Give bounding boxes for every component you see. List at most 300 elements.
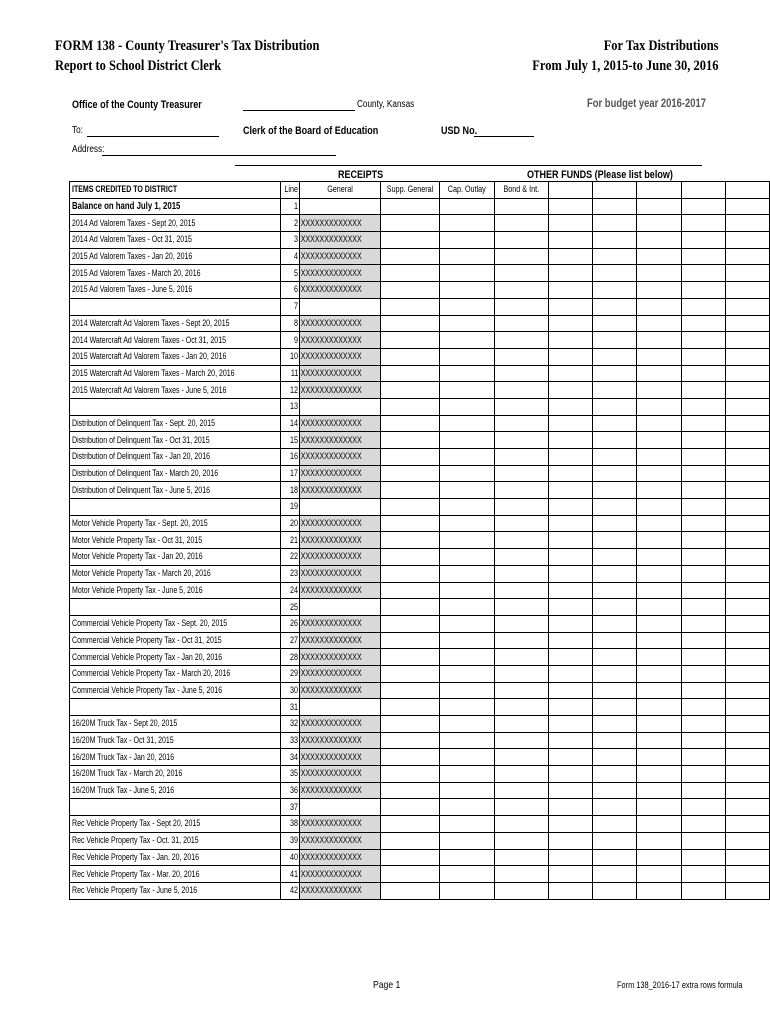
cell-other-fund[interactable] xyxy=(593,782,637,799)
cell-other-fund[interactable] xyxy=(593,582,637,599)
cell-other-fund[interactable] xyxy=(637,232,681,249)
cell-cap-outlay[interactable] xyxy=(439,749,494,766)
cell-bond-int[interactable] xyxy=(494,849,548,866)
cell-other-fund[interactable] xyxy=(637,482,681,499)
cell-other-fund[interactable] xyxy=(548,315,592,332)
cell-other-fund[interactable] xyxy=(637,599,681,616)
cell-other-fund[interactable] xyxy=(725,482,769,499)
cell-other-fund[interactable] xyxy=(637,215,681,232)
cell-supp-general[interactable] xyxy=(380,749,439,766)
cell-other-fund[interactable] xyxy=(593,749,637,766)
cell-other-fund[interactable] xyxy=(681,682,725,699)
cell-other-fund[interactable] xyxy=(681,549,725,566)
cell-other-fund[interactable] xyxy=(681,532,725,549)
cell-other-fund[interactable] xyxy=(681,282,725,299)
cell-other-fund[interactable] xyxy=(681,449,725,466)
cell-cap-outlay[interactable] xyxy=(439,766,494,783)
cell-other-fund[interactable] xyxy=(725,532,769,549)
cell-other-fund[interactable] xyxy=(637,882,681,899)
cell-other-fund[interactable] xyxy=(637,499,681,516)
cell-other-fund[interactable] xyxy=(548,799,592,816)
cell-other-fund[interactable] xyxy=(548,565,592,582)
cell-bond-int[interactable] xyxy=(494,632,548,649)
cell-other-fund[interactable] xyxy=(593,532,637,549)
cell-other-fund[interactable] xyxy=(681,398,725,415)
cell-bond-int[interactable] xyxy=(494,799,548,816)
cell-bond-int[interactable] xyxy=(494,699,548,716)
cell-bond-int[interactable] xyxy=(494,482,548,499)
cell-supp-general[interactable] xyxy=(380,649,439,666)
cell-cap-outlay[interactable] xyxy=(439,849,494,866)
cell-other-fund[interactable] xyxy=(548,849,592,866)
cell-other-fund[interactable] xyxy=(725,732,769,749)
cell-other-fund[interactable] xyxy=(548,699,592,716)
cell-other-fund[interactable] xyxy=(637,749,681,766)
cell-other-fund[interactable] xyxy=(593,599,637,616)
cell-other-fund[interactable] xyxy=(548,499,592,516)
cell-cap-outlay[interactable] xyxy=(439,465,494,482)
cell-other-fund[interactable] xyxy=(548,282,592,299)
cell-other-fund[interactable] xyxy=(637,682,681,699)
cell-supp-general[interactable] xyxy=(380,465,439,482)
cell-other-fund[interactable] xyxy=(725,716,769,733)
cell-other-fund[interactable] xyxy=(681,348,725,365)
cell-other-fund[interactable] xyxy=(725,282,769,299)
cell-cap-outlay[interactable] xyxy=(439,665,494,682)
cell-other-fund[interactable] xyxy=(548,816,592,833)
cell-other-fund[interactable] xyxy=(637,315,681,332)
cell-other-fund[interactable] xyxy=(725,615,769,632)
cell-other-fund[interactable] xyxy=(725,499,769,516)
cell-supp-general[interactable] xyxy=(380,632,439,649)
cell-bond-int[interactable] xyxy=(494,782,548,799)
cell-other-fund[interactable] xyxy=(725,766,769,783)
cell-other-fund[interactable] xyxy=(593,565,637,582)
cell-other-fund[interactable] xyxy=(681,832,725,849)
cell-bond-int[interactable] xyxy=(494,415,548,432)
cell-bond-int[interactable] xyxy=(494,532,548,549)
cell-other-fund[interactable] xyxy=(637,665,681,682)
cell-other-fund[interactable] xyxy=(637,582,681,599)
cell-other-fund[interactable] xyxy=(725,198,769,215)
cell-other-fund[interactable] xyxy=(593,832,637,849)
cell-cap-outlay[interactable] xyxy=(439,716,494,733)
cell-other-fund[interactable] xyxy=(725,332,769,349)
cell-bond-int[interactable] xyxy=(494,732,548,749)
cell-supp-general[interactable] xyxy=(380,348,439,365)
cell-other-fund[interactable] xyxy=(593,248,637,265)
cell-other-fund[interactable] xyxy=(637,615,681,632)
cell-other-fund[interactable] xyxy=(725,799,769,816)
cell-bond-int[interactable] xyxy=(494,432,548,449)
cell-cap-outlay[interactable] xyxy=(439,882,494,899)
cell-supp-general[interactable] xyxy=(380,365,439,382)
cell-other-fund[interactable] xyxy=(548,766,592,783)
cell-other-fund[interactable] xyxy=(725,449,769,466)
cell-cap-outlay[interactable] xyxy=(439,732,494,749)
cell-cap-outlay[interactable] xyxy=(439,482,494,499)
cell-other-fund[interactable] xyxy=(593,699,637,716)
cell-other-fund[interactable] xyxy=(548,482,592,499)
cell-bond-int[interactable] xyxy=(494,665,548,682)
cell-other-fund[interactable] xyxy=(725,882,769,899)
cell-other-fund[interactable] xyxy=(548,582,592,599)
cell-other-fund[interactable] xyxy=(593,415,637,432)
cell-supp-general[interactable] xyxy=(380,265,439,282)
cell-supp-general[interactable] xyxy=(380,882,439,899)
cell-other-fund[interactable] xyxy=(548,732,592,749)
cell-cap-outlay[interactable] xyxy=(439,782,494,799)
cell-bond-int[interactable] xyxy=(494,232,548,249)
cell-other-fund[interactable] xyxy=(725,816,769,833)
cell-other-fund[interactable] xyxy=(637,282,681,299)
cell-other-fund[interactable] xyxy=(593,615,637,632)
cell-cap-outlay[interactable] xyxy=(439,365,494,382)
cell-other-fund[interactable] xyxy=(637,432,681,449)
cell-bond-int[interactable] xyxy=(494,549,548,566)
cell-other-fund[interactable] xyxy=(548,348,592,365)
cell-other-fund[interactable] xyxy=(637,782,681,799)
cell-other-fund[interactable] xyxy=(548,749,592,766)
cell-other-fund[interactable] xyxy=(725,832,769,849)
cell-cap-outlay[interactable] xyxy=(439,615,494,632)
cell-general[interactable] xyxy=(300,799,380,816)
cell-other-fund[interactable] xyxy=(548,465,592,482)
cell-other-fund[interactable] xyxy=(637,382,681,399)
cell-other-fund[interactable] xyxy=(593,732,637,749)
cell-other-fund[interactable] xyxy=(548,515,592,532)
cell-other-fund[interactable] xyxy=(548,415,592,432)
cell-cap-outlay[interactable] xyxy=(439,382,494,399)
cell-other-fund[interactable] xyxy=(548,382,592,399)
cell-other-fund[interactable] xyxy=(681,699,725,716)
cell-other-fund[interactable] xyxy=(681,465,725,482)
cell-cap-outlay[interactable] xyxy=(439,866,494,883)
cell-supp-general[interactable] xyxy=(380,282,439,299)
cell-other-fund[interactable] xyxy=(548,432,592,449)
cell-cap-outlay[interactable] xyxy=(439,265,494,282)
cell-other-fund[interactable] xyxy=(637,716,681,733)
cell-other-fund[interactable] xyxy=(548,599,592,616)
cell-other-fund[interactable] xyxy=(725,665,769,682)
cell-cap-outlay[interactable] xyxy=(439,515,494,532)
cell-supp-general[interactable] xyxy=(380,766,439,783)
cell-cap-outlay[interactable] xyxy=(439,315,494,332)
cell-other-fund[interactable] xyxy=(548,665,592,682)
cell-other-fund[interactable] xyxy=(725,365,769,382)
cell-other-fund[interactable] xyxy=(593,265,637,282)
cell-other-fund[interactable] xyxy=(725,599,769,616)
cell-other-fund[interactable] xyxy=(593,866,637,883)
cell-bond-int[interactable] xyxy=(494,882,548,899)
cell-other-fund[interactable] xyxy=(681,782,725,799)
cell-other-fund[interactable] xyxy=(637,816,681,833)
cell-other-fund[interactable] xyxy=(681,632,725,649)
cell-supp-general[interactable] xyxy=(380,432,439,449)
cell-other-fund[interactable] xyxy=(725,515,769,532)
cell-other-fund[interactable] xyxy=(593,766,637,783)
cell-cap-outlay[interactable] xyxy=(439,582,494,599)
cell-supp-general[interactable] xyxy=(380,582,439,599)
cell-other-fund[interactable] xyxy=(548,265,592,282)
cell-supp-general[interactable] xyxy=(380,816,439,833)
cell-bond-int[interactable] xyxy=(494,198,548,215)
cell-other-fund[interactable] xyxy=(725,749,769,766)
cell-other-fund[interactable] xyxy=(593,665,637,682)
cell-cap-outlay[interactable] xyxy=(439,232,494,249)
cell-bond-int[interactable] xyxy=(494,582,548,599)
cell-other-fund[interactable] xyxy=(637,365,681,382)
cell-cap-outlay[interactable] xyxy=(439,816,494,833)
cell-other-fund[interactable] xyxy=(637,449,681,466)
cell-bond-int[interactable] xyxy=(494,649,548,666)
cell-other-fund[interactable] xyxy=(548,682,592,699)
cell-cap-outlay[interactable] xyxy=(439,215,494,232)
cell-other-fund[interactable] xyxy=(593,298,637,315)
to-field[interactable] xyxy=(87,124,219,137)
cell-other-fund[interactable] xyxy=(681,716,725,733)
cell-bond-int[interactable] xyxy=(494,298,548,315)
cell-other-fund[interactable] xyxy=(681,248,725,265)
cell-other-fund[interactable] xyxy=(681,482,725,499)
cell-general[interactable] xyxy=(300,198,380,215)
cell-supp-general[interactable] xyxy=(380,732,439,749)
cell-supp-general[interactable] xyxy=(380,298,439,315)
cell-other-fund[interactable] xyxy=(637,332,681,349)
cell-other-fund[interactable] xyxy=(593,882,637,899)
county-field[interactable] xyxy=(243,98,355,111)
cell-bond-int[interactable] xyxy=(494,599,548,616)
cell-cap-outlay[interactable] xyxy=(439,832,494,849)
cell-other-fund[interactable] xyxy=(725,398,769,415)
cell-other-fund[interactable] xyxy=(637,799,681,816)
cell-other-fund[interactable] xyxy=(681,415,725,432)
cell-other-fund[interactable] xyxy=(725,432,769,449)
cell-cap-outlay[interactable] xyxy=(439,532,494,549)
cell-bond-int[interactable] xyxy=(494,816,548,833)
cell-bond-int[interactable] xyxy=(494,832,548,849)
cell-supp-general[interactable] xyxy=(380,332,439,349)
cell-supp-general[interactable] xyxy=(380,615,439,632)
cell-cap-outlay[interactable] xyxy=(439,298,494,315)
cell-bond-int[interactable] xyxy=(494,449,548,466)
cell-bond-int[interactable] xyxy=(494,615,548,632)
cell-supp-general[interactable] xyxy=(380,515,439,532)
cell-supp-general[interactable] xyxy=(380,232,439,249)
cell-other-fund[interactable] xyxy=(681,432,725,449)
cell-bond-int[interactable] xyxy=(494,866,548,883)
cell-other-fund[interactable] xyxy=(637,866,681,883)
cell-other-fund[interactable] xyxy=(637,348,681,365)
cell-other-fund[interactable] xyxy=(725,849,769,866)
cell-other-fund[interactable] xyxy=(725,248,769,265)
cell-cap-outlay[interactable] xyxy=(439,398,494,415)
cell-other-fund[interactable] xyxy=(593,816,637,833)
cell-other-fund[interactable] xyxy=(681,582,725,599)
cell-other-fund[interactable] xyxy=(593,515,637,532)
cell-other-fund[interactable] xyxy=(593,315,637,332)
cell-supp-general[interactable] xyxy=(380,532,439,549)
cell-supp-general[interactable] xyxy=(380,599,439,616)
cell-other-fund[interactable] xyxy=(548,532,592,549)
cell-other-fund[interactable] xyxy=(593,632,637,649)
cell-cap-outlay[interactable] xyxy=(439,332,494,349)
cell-supp-general[interactable] xyxy=(380,665,439,682)
cell-cap-outlay[interactable] xyxy=(439,449,494,466)
cell-bond-int[interactable] xyxy=(494,315,548,332)
cell-other-fund[interactable] xyxy=(593,232,637,249)
cell-supp-general[interactable] xyxy=(380,782,439,799)
cell-other-fund[interactable] xyxy=(548,866,592,883)
cell-supp-general[interactable] xyxy=(380,198,439,215)
cell-other-fund[interactable] xyxy=(593,799,637,816)
cell-cap-outlay[interactable] xyxy=(439,649,494,666)
cell-other-fund[interactable] xyxy=(725,315,769,332)
cell-other-fund[interactable] xyxy=(593,682,637,699)
cell-other-fund[interactable] xyxy=(725,782,769,799)
cell-other-fund[interactable] xyxy=(725,632,769,649)
cell-other-fund[interactable] xyxy=(681,849,725,866)
cell-general[interactable] xyxy=(300,398,380,415)
cell-other-fund[interactable] xyxy=(637,198,681,215)
cell-other-fund[interactable] xyxy=(593,549,637,566)
cell-other-fund[interactable] xyxy=(593,499,637,516)
cell-bond-int[interactable] xyxy=(494,265,548,282)
cell-other-fund[interactable] xyxy=(681,615,725,632)
cell-other-fund[interactable] xyxy=(593,198,637,215)
cell-other-fund[interactable] xyxy=(637,849,681,866)
cell-supp-general[interactable] xyxy=(380,449,439,466)
cell-other-fund[interactable] xyxy=(548,449,592,466)
cell-bond-int[interactable] xyxy=(494,348,548,365)
cell-bond-int[interactable] xyxy=(494,215,548,232)
cell-other-fund[interactable] xyxy=(593,332,637,349)
cell-bond-int[interactable] xyxy=(494,565,548,582)
cell-other-fund[interactable] xyxy=(593,398,637,415)
cell-other-fund[interactable] xyxy=(637,649,681,666)
cell-supp-general[interactable] xyxy=(380,482,439,499)
cell-other-fund[interactable] xyxy=(725,415,769,432)
cell-supp-general[interactable] xyxy=(380,682,439,699)
cell-other-fund[interactable] xyxy=(593,716,637,733)
cell-cap-outlay[interactable] xyxy=(439,499,494,516)
cell-other-fund[interactable] xyxy=(637,766,681,783)
cell-cap-outlay[interactable] xyxy=(439,565,494,582)
cell-other-fund[interactable] xyxy=(681,766,725,783)
cell-other-fund[interactable] xyxy=(637,515,681,532)
cell-other-fund[interactable] xyxy=(725,298,769,315)
cell-bond-int[interactable] xyxy=(494,515,548,532)
cell-other-fund[interactable] xyxy=(637,565,681,582)
cell-other-fund[interactable] xyxy=(548,198,592,215)
usd-number-field[interactable] xyxy=(474,124,534,137)
cell-supp-general[interactable] xyxy=(380,699,439,716)
cell-bond-int[interactable] xyxy=(494,465,548,482)
cell-other-fund[interactable] xyxy=(681,816,725,833)
cell-other-fund[interactable] xyxy=(548,882,592,899)
cell-bond-int[interactable] xyxy=(494,766,548,783)
cell-cap-outlay[interactable] xyxy=(439,248,494,265)
cell-other-fund[interactable] xyxy=(593,482,637,499)
cell-other-fund[interactable] xyxy=(681,565,725,582)
cell-other-fund[interactable] xyxy=(681,382,725,399)
cell-bond-int[interactable] xyxy=(494,332,548,349)
cell-bond-int[interactable] xyxy=(494,682,548,699)
cell-other-fund[interactable] xyxy=(637,732,681,749)
cell-other-fund[interactable] xyxy=(548,215,592,232)
cell-other-fund[interactable] xyxy=(725,265,769,282)
cell-other-fund[interactable] xyxy=(548,298,592,315)
cell-cap-outlay[interactable] xyxy=(439,198,494,215)
cell-supp-general[interactable] xyxy=(380,398,439,415)
cell-general[interactable] xyxy=(300,298,380,315)
cell-other-fund[interactable] xyxy=(593,649,637,666)
cell-other-fund[interactable] xyxy=(593,432,637,449)
cell-other-fund[interactable] xyxy=(681,198,725,215)
cell-other-fund[interactable] xyxy=(681,665,725,682)
cell-cap-outlay[interactable] xyxy=(439,432,494,449)
cell-bond-int[interactable] xyxy=(494,365,548,382)
cell-supp-general[interactable] xyxy=(380,382,439,399)
cell-cap-outlay[interactable] xyxy=(439,799,494,816)
cell-supp-general[interactable] xyxy=(380,499,439,516)
cell-other-fund[interactable] xyxy=(548,632,592,649)
cell-other-fund[interactable] xyxy=(725,549,769,566)
cell-bond-int[interactable] xyxy=(494,716,548,733)
cell-cap-outlay[interactable] xyxy=(439,549,494,566)
cell-other-fund[interactable] xyxy=(725,348,769,365)
cell-other-fund[interactable] xyxy=(681,799,725,816)
cell-other-fund[interactable] xyxy=(593,849,637,866)
cell-other-fund[interactable] xyxy=(725,382,769,399)
cell-bond-int[interactable] xyxy=(494,499,548,516)
cell-general[interactable] xyxy=(300,599,380,616)
cell-supp-general[interactable] xyxy=(380,215,439,232)
cell-other-fund[interactable] xyxy=(593,365,637,382)
cell-cap-outlay[interactable] xyxy=(439,632,494,649)
cell-other-fund[interactable] xyxy=(593,215,637,232)
cell-other-fund[interactable] xyxy=(548,232,592,249)
cell-supp-general[interactable] xyxy=(380,565,439,582)
cell-other-fund[interactable] xyxy=(637,532,681,549)
cell-other-fund[interactable] xyxy=(681,365,725,382)
cell-other-fund[interactable] xyxy=(681,749,725,766)
cell-other-fund[interactable] xyxy=(681,215,725,232)
cell-other-fund[interactable] xyxy=(637,832,681,849)
cell-other-fund[interactable] xyxy=(637,415,681,432)
cell-other-fund[interactable] xyxy=(725,465,769,482)
cell-other-fund[interactable] xyxy=(548,782,592,799)
cell-other-fund[interactable] xyxy=(681,649,725,666)
cell-general[interactable] xyxy=(300,499,380,516)
cell-other-fund[interactable] xyxy=(637,549,681,566)
cell-other-fund[interactable] xyxy=(548,716,592,733)
cell-other-fund[interactable] xyxy=(681,732,725,749)
cell-other-fund[interactable] xyxy=(637,699,681,716)
cell-other-fund[interactable] xyxy=(681,499,725,516)
cell-other-fund[interactable] xyxy=(681,866,725,883)
cell-general[interactable] xyxy=(300,699,380,716)
cell-other-fund[interactable] xyxy=(725,682,769,699)
cell-other-fund[interactable] xyxy=(681,599,725,616)
cell-cap-outlay[interactable] xyxy=(439,415,494,432)
cell-other-fund[interactable] xyxy=(725,699,769,716)
cell-other-fund[interactable] xyxy=(548,832,592,849)
cell-other-fund[interactable] xyxy=(725,565,769,582)
cell-other-fund[interactable] xyxy=(725,582,769,599)
cell-other-fund[interactable] xyxy=(681,232,725,249)
cell-cap-outlay[interactable] xyxy=(439,282,494,299)
